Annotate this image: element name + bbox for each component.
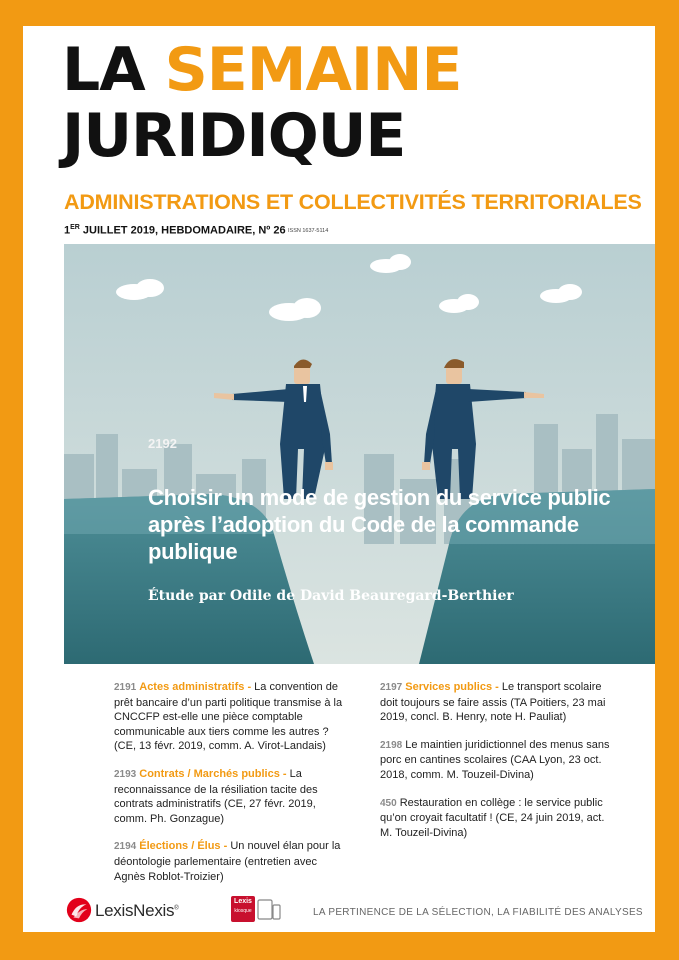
issue-rest: JUILLET 2019, HEBDOMADAIRE, Nº 26: [79, 224, 286, 237]
article-item: [380, 680, 618, 725]
publisher-word: LexisNexis: [95, 901, 175, 920]
article-number: 2194: [114, 841, 137, 853]
article-item: [380, 738, 618, 783]
issue-info: [64, 224, 286, 237]
article-category: Actes administratifs -: [139, 681, 252, 693]
kiosque-bottom-label: kiosque: [234, 908, 252, 914]
masthead-line1: [62, 35, 462, 105]
publisher-name: [95, 901, 178, 921]
article-item: [114, 767, 350, 826]
publisher-mark: ®: [174, 905, 179, 912]
article-text: Le maintien juridictionnel des menus sans porc en cantines scolaires (CAA Lyon, 23 oct. 2018, comm. M. Touzeil-Divina): [380, 738, 610, 781]
issue-day: 1: [64, 224, 71, 237]
devices-icon: [257, 898, 281, 922]
lexisnexis-logo-icon: [64, 896, 94, 924]
article-number: 2198: [380, 739, 403, 751]
issue-sup: ER: [70, 224, 80, 231]
masthead-line2: JURIDIQUE: [62, 101, 406, 171]
article-item: [114, 839, 350, 884]
masthead-semaine: SEMAINE: [164, 35, 462, 105]
article-number: 450: [380, 797, 397, 809]
cover-story-number: 2192: [148, 436, 177, 451]
article-category: Contrats / Marchés publics -: [139, 767, 287, 780]
issn: ISSN 1637-5114: [288, 228, 329, 234]
cover-story-author: Étude par Odile de David Beauregard-Berthier: [148, 588, 514, 604]
article-text: Un nouvel élan pour la déontologie parlementaire (entretien avec Agnès Roblot-Troizier): [114, 840, 341, 883]
article-number: 2191: [114, 682, 137, 693]
article-text: La convention de prêt bancaire d’un parti politique transmise à la CNCCFP est-elle une pièce comptable communicable aux tiers comme les autres ? (CE, 13 févr. 2019, comm. A. Virot-Landais): [114, 681, 343, 753]
masthead-la: LA: [62, 35, 145, 105]
article-text: Le transport scolaire doit toujours se faire assis (TA Poitiers, 23 mai 2019, concl. B. Henry, note H. Pauliat): [380, 681, 606, 724]
kiosque-top-label: Lexis: [234, 898, 252, 905]
article-number: 2197: [380, 682, 403, 693]
article-number: 2193: [114, 768, 137, 780]
footer-tagline: LA PERTINENCE DE LA SÉLECTION, LA FIABILITÉ DES ANALYSES: [313, 907, 643, 918]
cover-story-headline: Choisir un mode de gestion du service public après l’adoption du Code de la commande publique: [148, 485, 611, 564]
article-category: Services publics -: [405, 681, 499, 693]
article-text: La reconnaissance de la résiliation tacite des contrats administratifs (CE, 27 févr. 2019, comm. Ph. Gonzague): [114, 767, 318, 825]
masthead-subtitle: ADMINISTRATIONS ET COLLECTIVITÉS TERRITORIALES: [64, 190, 642, 214]
articles-right-column: [380, 680, 618, 853]
article-category: Élections / Élus -: [139, 840, 228, 853]
articles-left-column: [114, 680, 350, 897]
article-item: [114, 680, 350, 754]
article-text: Restauration en collège : le service public qu’on croyait facultatif ! (CE, 24 juin 2019, act. M. Touzeil-Divina): [380, 796, 605, 839]
article-item: [380, 796, 618, 841]
